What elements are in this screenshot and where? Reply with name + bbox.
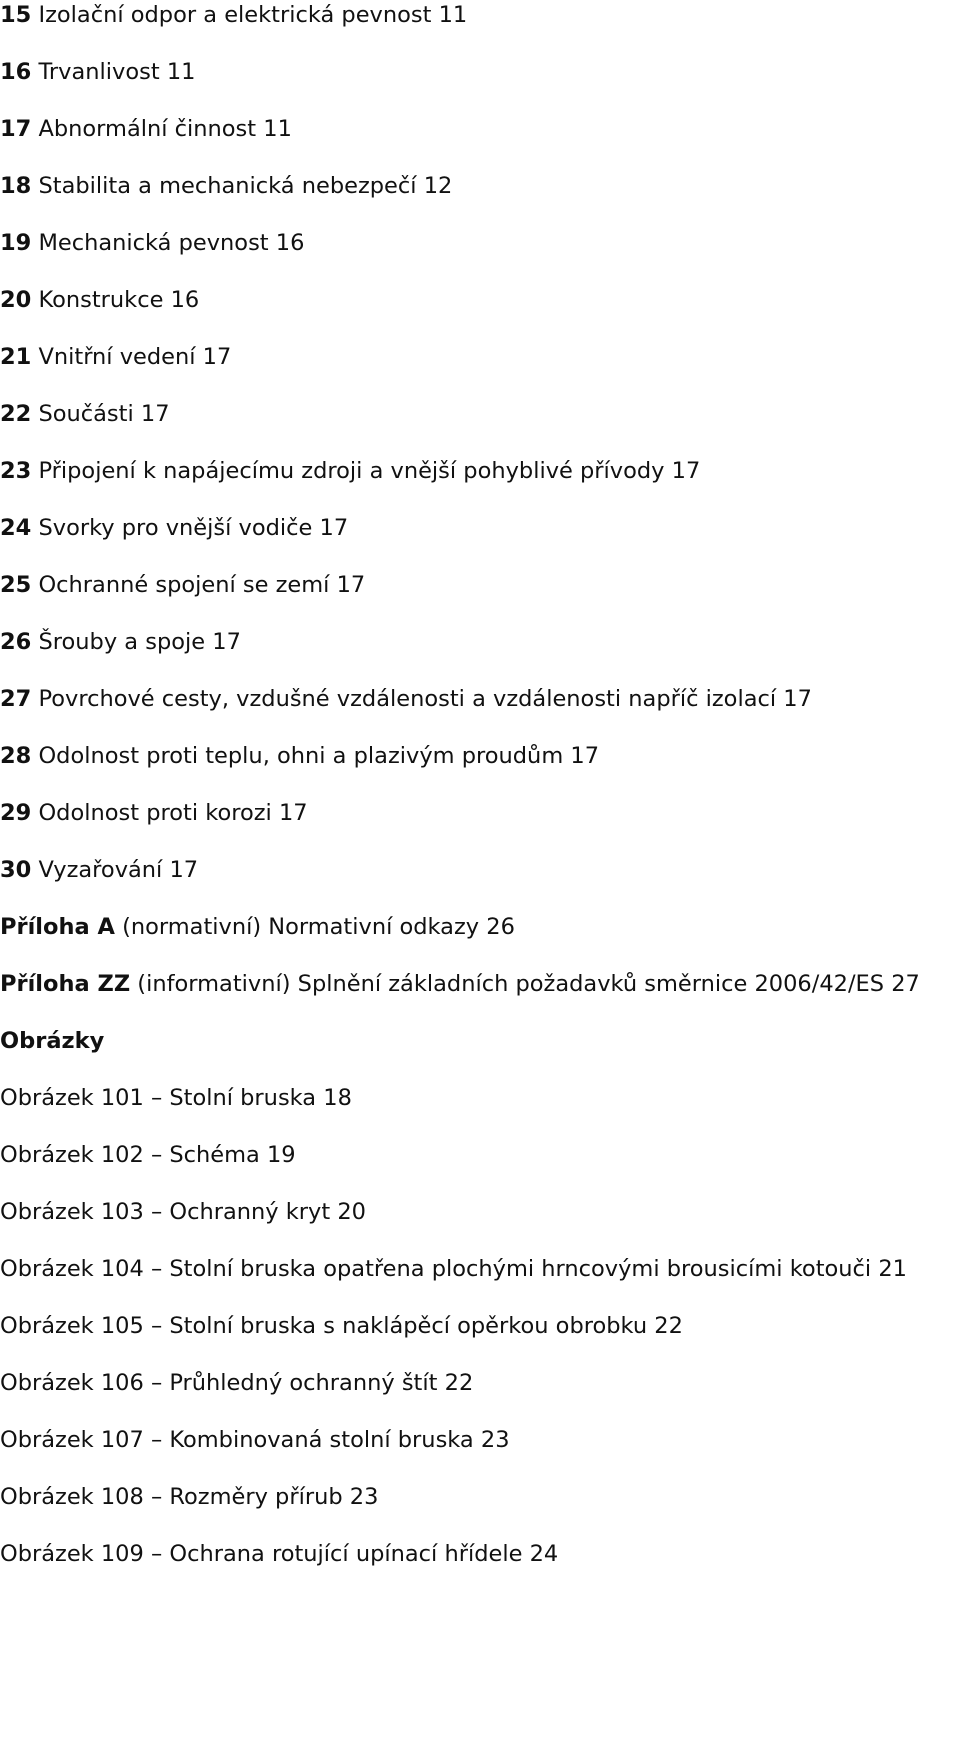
toc-entry: 21 Vnitřní vedení 17 xyxy=(0,344,232,370)
toc-entry: 15 Izolační odpor a elektrická pevnost 11 xyxy=(0,2,468,28)
toc-entry: 27 Povrchové cesty, vzdušné vzdálenosti a vzdálenosti napříč izolací 17 xyxy=(0,686,812,712)
toc-entry: 29 Odolnost proti korozi 17 xyxy=(0,800,308,826)
figure-entry: Obrázek 102 – Schéma 19 xyxy=(0,1142,296,1168)
figure-entry: Obrázek 107 – Kombinovaná stolní bruska 23 xyxy=(0,1427,510,1453)
annex-entry: Příloha A (normativní) Normativní odkazy 26 xyxy=(0,914,515,940)
toc-entry: 24 Svorky pro vnější vodiče 17 xyxy=(0,515,349,541)
figure-entry: Obrázek 104 – Stolní bruska opatřena plochými hrncovými brousicími kotouči 21 xyxy=(0,1256,907,1282)
toc-entry: 17 Abnormální činnost 11 xyxy=(0,116,292,142)
toc-entry: 16 Trvanlivost 11 xyxy=(0,59,196,85)
toc-entry: 19 Mechanická pevnost 16 xyxy=(0,230,305,256)
toc-entry: 18 Stabilita a mechanická nebezpečí 12 xyxy=(0,173,453,199)
toc-entry: 25 Ochranné spojení se zemí 17 xyxy=(0,572,366,598)
figure-entry: Obrázek 103 – Ochranný kryt 20 xyxy=(0,1199,366,1225)
figure-entry: Obrázek 101 – Stolní bruska 18 xyxy=(0,1085,352,1111)
toc-entry: 20 Konstrukce 16 xyxy=(0,287,200,313)
figures-heading: Obrázky xyxy=(0,1028,105,1054)
toc-entry: 30 Vyzařování 17 xyxy=(0,857,199,883)
toc-entry: 26 Šrouby a spoje 17 xyxy=(0,629,241,655)
figure-entry: Obrázek 109 – Ochrana rotující upínací hřídele 24 xyxy=(0,1541,559,1567)
toc-entry: 28 Odolnost proti teplu, ohni a plazivým proudům 17 xyxy=(0,743,600,769)
toc-entry: 22 Součásti 17 xyxy=(0,401,170,427)
figure-entry: Obrázek 106 – Průhledný ochranný štít 22 xyxy=(0,1370,474,1396)
annex-entry: Příloha ZZ (informativní) Splnění základních požadavků směrnice 2006/42/ES 27 xyxy=(0,971,920,997)
figure-entry: Obrázek 105 – Stolní bruska s naklápěcí opěrkou obrobku 22 xyxy=(0,1313,683,1339)
toc-entry: 23 Připojení k napájecímu zdroji a vnější pohyblivé přívody 17 xyxy=(0,458,701,484)
figure-entry: Obrázek 108 – Rozměry přírub 23 xyxy=(0,1484,379,1510)
